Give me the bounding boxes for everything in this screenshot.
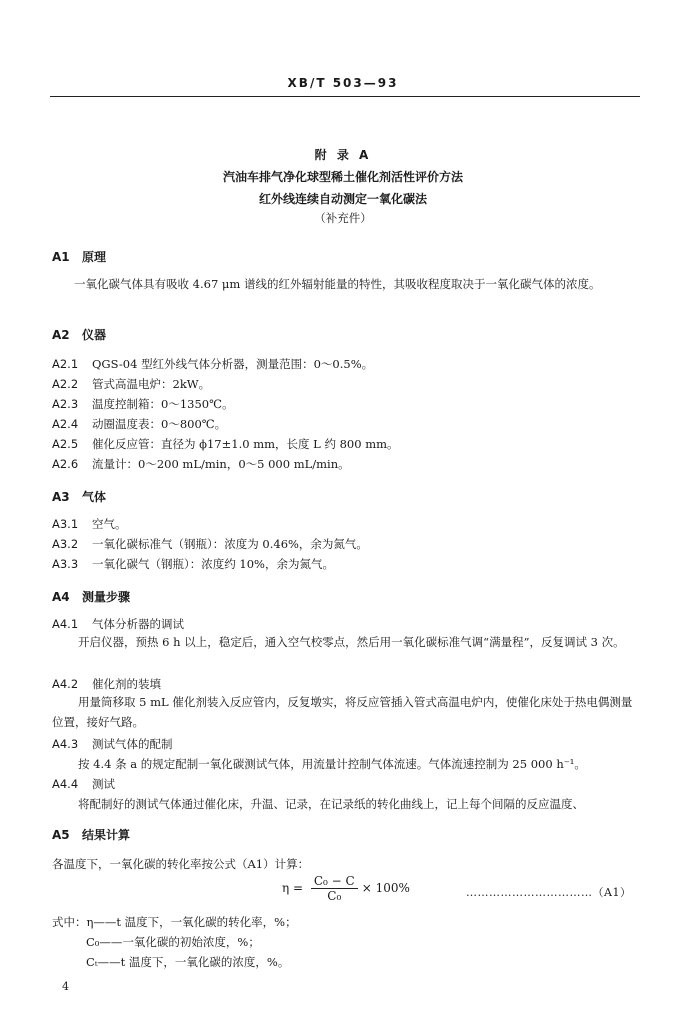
formula-leader-dots: …………………………… (466, 886, 593, 899)
item-text: 一氧化碳气（钢瓶）：浓度约 10%，余为氮气。 (92, 557, 334, 571)
formula-fraction (311, 874, 358, 903)
item-number: A4.2 (52, 677, 79, 691)
list-item (52, 356, 373, 372)
section-number: A1 (52, 250, 70, 264)
list-item (52, 416, 226, 432)
list-item (52, 436, 399, 452)
definition-row (52, 914, 297, 930)
section-a4-heading (52, 588, 130, 605)
section-title: 测量步骤 (82, 590, 131, 604)
definition-row (86, 934, 260, 950)
subsection-a4-3-paragraph: 按 4.4 条 a 的规定配制一氧化碳测试气体，用流量计控制气体流速。气体流速控制为 25 000 h⁻¹。 (78, 757, 586, 771)
definition-symbol: Cₜ—— (86, 955, 121, 969)
list-item (52, 536, 368, 552)
appendix-title-line2: 红外线连续自动测定一氧化碳法 (258, 192, 427, 206)
item-text: 管式高温电炉：2kW。 (92, 377, 211, 391)
item-number: A4.3 (52, 737, 79, 751)
appendix-label: 附 录 A (314, 148, 372, 162)
formula-denominator: C₀ (327, 889, 342, 903)
item-number: A2.5 (52, 437, 79, 451)
section-title: 原理 (82, 250, 107, 264)
list-item (52, 516, 127, 532)
section-a1-heading (52, 248, 106, 265)
item-text: 催化剂的装填 (92, 677, 161, 691)
standard-code-header: XB/T 503—93 (287, 76, 399, 90)
list-item (52, 456, 350, 472)
section-title: 仪器 (82, 328, 107, 342)
section-a5-heading (52, 826, 130, 843)
item-text: 空气。 (92, 517, 127, 531)
section-a3-heading (52, 488, 106, 505)
definition-symbol: C₀—— (86, 935, 123, 949)
where-label: 式中： (52, 915, 87, 929)
section-number: A4 (52, 590, 70, 604)
item-number: A2.6 (52, 457, 79, 471)
item-text: 一氧化碳标准气（钢瓶）：浓度为 0.46%，余为氮气。 (92, 537, 368, 551)
formula-intro: 各温度下，一氧化碳的转化率按公式（A1）计算： (52, 857, 310, 871)
list-item (52, 396, 233, 412)
section-title: 结果计算 (82, 828, 131, 842)
item-number: A4.4 (52, 777, 79, 791)
formula-number: （A1） (592, 886, 632, 899)
item-text: 气体分析器的调试 (92, 617, 184, 631)
definition-row (86, 954, 289, 970)
formula-numerator: C₀ − C (311, 874, 358, 889)
subsection-a4-2-paragraph: 用量筒移取 5 mL 催化剂装入反应管内，反复墩实，将反应管插入管式高温电炉内，使催化床处于热电偶测量位置，接好气路。 (52, 695, 633, 729)
definition-text: t 温度下，一氧化碳的浓度，%。 (120, 955, 290, 969)
item-text: QGS-04 型红外线气体分析器，测量范围：0～0.5%。 (92, 357, 374, 371)
list-item (52, 556, 334, 572)
formula-rhs: × 100% (361, 881, 410, 895)
item-text: 测试气体的配制 (92, 737, 173, 751)
formula-lhs: η = (282, 881, 307, 895)
subsection-a4-4-heading (52, 776, 115, 792)
definition-symbol: η—— (86, 915, 117, 929)
item-number: A3.1 (52, 517, 79, 531)
item-text: 动圈温度表：0～800℃。 (92, 417, 227, 431)
page-number: 4 (62, 980, 69, 993)
item-number: A3.3 (52, 557, 79, 571)
item-number: A2.3 (52, 397, 79, 411)
subsection-a4-2-heading (52, 676, 161, 692)
conversion-formula (282, 874, 410, 903)
item-text: 温度控制箱：0～1350℃。 (92, 397, 234, 411)
section-a2-heading (52, 326, 106, 343)
subsection-a4-1-paragraph: 开启仪器，预热 6 h 以上，稳定后，通入空气校零点，然后用一氧化碳标准气调“满量程”，反复调试 3 次。 (78, 635, 625, 649)
section-a1-paragraph: 一氧化碳气体具有吸收 4.67 μm 谱线的红外辐射能量的特性，其吸收程度取决于一氧化碳气体的浓度。 (74, 277, 601, 291)
section-number: A5 (52, 828, 70, 842)
item-text: 流量计：0～200 mL/min，0～5 000 mL/min。 (92, 457, 350, 471)
definition-text: 一氧化碳的初始浓度，%； (122, 935, 260, 949)
item-text: 测试 (92, 777, 115, 791)
formula-reference (466, 884, 631, 900)
subsection-a4-4-paragraph: 将配制好的测试气体通过催化床，升温、记录，在记录纸的转化曲线上，记上每个间隔的反应温度、 (78, 797, 584, 811)
item-text: 催化反应管：直径为 ϕ17±1.0 mm，长度 L 约 800 mm。 (92, 437, 399, 451)
list-item (52, 376, 210, 392)
subsection-a4-3-heading (52, 736, 173, 752)
section-title: 气体 (82, 490, 107, 504)
subsection-a4-1-heading (52, 616, 184, 632)
header-rule (50, 96, 640, 97)
section-number: A2 (52, 328, 70, 342)
definition-text: t 温度下，一氧化碳的转化率，%； (116, 915, 297, 929)
appendix-supplement: （补充件） (314, 211, 372, 225)
item-number: A4.1 (52, 617, 79, 631)
item-number: A2.2 (52, 377, 79, 391)
appendix-title-line1: 汽油车排气净化球型稀土催化剂活性评价方法 (222, 170, 463, 184)
item-number: A2.4 (52, 417, 79, 431)
item-number: A3.2 (52, 537, 79, 551)
section-number: A3 (52, 490, 70, 504)
item-number: A2.1 (52, 357, 79, 371)
